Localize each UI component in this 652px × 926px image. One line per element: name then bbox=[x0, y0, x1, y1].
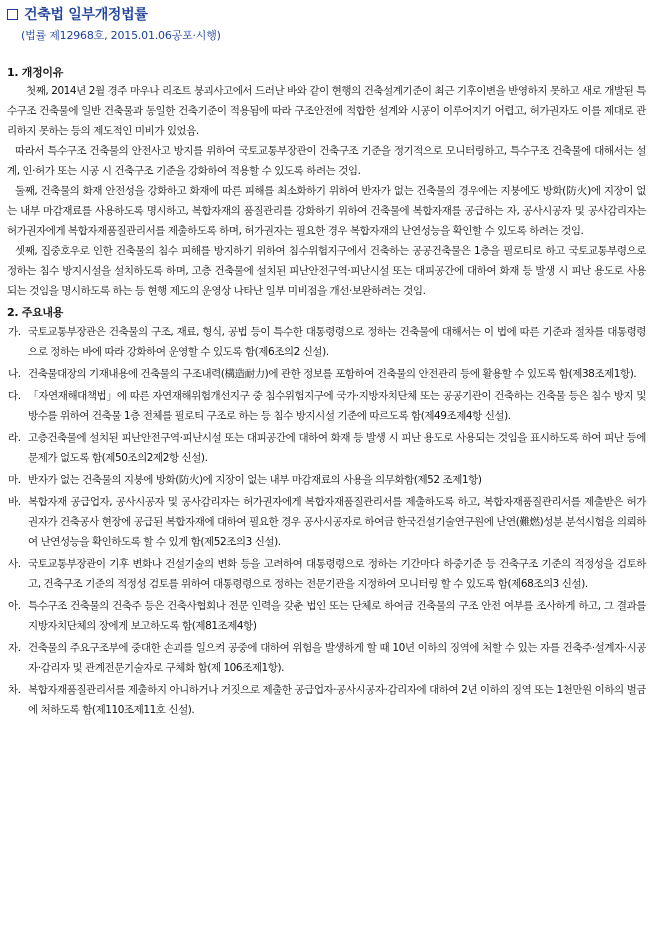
reason-paragraph: 셋째, 집중호우로 인한 건축물의 침수 피해를 방지하기 위하여 침수위험지구에서 건축하는 공공건축물은 1층을 필로티로 하고 국토교통부령으로 정하는 침수 방지시설을 설치하도록 하며, 고층 건축물에 설치된 피난안전구역·피난시설 또는 대피공간에 대하여 화재 등 발생 시 피난 용도로 사용되는 것임을 명시하도록 하는 등 현행 제도의 운영상 나타난 일부 미비점을 개선·보완하려는 것임. bbox=[7, 245, 646, 297]
list-item bbox=[7, 470, 646, 490]
item-marker: 다. bbox=[8, 390, 21, 402]
item-text: 국토교통부장관이 기후 변화나 건설기술의 변화 등을 고려하여 대통령령으로 정하는 기간마다 하중기준 등 건축구조 기준의 적정성을 검토하고, 건축구조 기준의 적정성 검토를 위하여 대통령령으로 정하는 전문기관을 지정하여 모니터링 할 수 있도록 함(제68조의3 신설). bbox=[28, 558, 646, 590]
section-heading-contents: 2. 주요내용 bbox=[7, 306, 64, 319]
section-heading-reason: 1. 개정이유 bbox=[7, 66, 64, 79]
item-text: 특수구조 건축물의 건축주 등은 건축사협회나 전문 인력을 갖춘 법인 또는 단체로 하여금 건축물의 구조 안전 여부를 조사하게 하고, 그 결과를 지방자치단체의 장에게 보고하도록 함(제81조제4항) bbox=[28, 600, 646, 632]
item-text: 건축물의 주요구조부에 중대한 손괴를 일으켜 공중에 대하여 위험을 발생하게 할 때 10년 이하의 징역에 처할 수 있는 자를 건축주·설계자·시공자·감리자 및 관계전문기술자로 구체화 함(제 106조제1항). bbox=[28, 642, 646, 674]
title-row bbox=[7, 4, 646, 24]
list-item bbox=[7, 322, 646, 362]
item-text: 고층건축물에 설치된 피난안전구역·피난시설 또는 대피공간에 대하여 화재 등 발생 시 피난 용도로 사용되는 것임을 표시하도록 하여 피난 등에 문제가 없도록 함(제50조의2제2항 신설). bbox=[28, 432, 646, 464]
item-marker: 차. bbox=[8, 684, 21, 696]
list-item bbox=[7, 680, 646, 720]
item-text: 국토교통부장관은 건축물의 구조, 재료, 형식, 공법 등이 특수한 대통령령으로 정하는 건축물에 대해서는 이 법에 따른 기준과 절차를 대통령령으로 정하는 바에 따라 강화하여 운영할 수 있도록 함(제6조의2 신설). bbox=[28, 326, 646, 358]
list-item bbox=[7, 554, 646, 594]
reason-paragraph: 둘째, 건축물의 화재 안전성을 강화하고 화재에 따른 피해를 최소화하기 위하여 반자가 없는 건축물의 경우에는 지붕에도 방화(防火)에 지장이 없는 내부 마감재료를 사용하도록 명시하고, 복합자재의 품질관리를 강화하기 위하여 건축물에 복합자재를 공급하는 자, 공사시공자 및 공사감리자는 허가권자에게 복합자재품질관리서를 제출하도록 하며, 허가권자는 필요한 경우 복합자재의 난연성능을 확인할 수 있도록 하려는 것임. bbox=[7, 185, 646, 237]
item-marker: 가. bbox=[8, 326, 21, 338]
item-marker: 라. bbox=[8, 432, 21, 444]
page-title: 건축법 일부개정법률 bbox=[24, 7, 148, 23]
item-marker: 사. bbox=[8, 558, 21, 570]
item-text: 건축물대장의 기재내용에 건축물의 구조내력(構造耐力)에 관한 정보를 포함하여 건축물의 안전관리 등에 활용할 수 있도록 함(제38조제1항). bbox=[28, 368, 637, 380]
item-text: 「자연재해대책법」에 따른 자연재해위험개선지구 중 침수위험지구에 국가·지방자치단체 또는 공공기관이 건축하는 건축물 등은 침수 방지 및 방수를 위하여 건축물 1층 전체를 필로티 구조로 하는 등 침수 방지시설 기준에 따르도록 함(제49조제4항 신설). bbox=[28, 390, 646, 422]
item-marker: 마. bbox=[8, 474, 21, 486]
item-marker: 아. bbox=[8, 600, 21, 612]
list-item bbox=[7, 428, 646, 468]
item-marker: 자. bbox=[8, 642, 21, 654]
list-item bbox=[7, 386, 646, 426]
item-text: 복합자재품질관리서를 제출하지 아니하거나 거짓으로 제출한 공급업자·공사시공자·감리자에 대하여 2년 이하의 징역 또는 1천만원 이하의 벌금에 처하도록 함(제110조제11호 신설). bbox=[28, 684, 646, 716]
contents-list bbox=[7, 322, 646, 720]
checkbox-icon bbox=[7, 9, 18, 20]
law-number: (법률 제12968호, 2015.01.06공포·시행) bbox=[21, 29, 221, 42]
item-marker: 바. bbox=[8, 496, 21, 508]
item-marker: 나. bbox=[8, 368, 21, 380]
reason-paragraph: 따라서 특수구조 건축물의 안전사고 방지를 위하여 국토교통부장관이 건축구조 기준을 정기적으로 모니터링하고, 특수구조 건축물에 대해서는 설계, 인·허가 또는 시공 시 건축구조 기준을 강화하여 적용할 수 있도록 하려는 것임. bbox=[7, 145, 646, 177]
list-item bbox=[7, 492, 646, 552]
item-text: 반자가 없는 건축물의 지붕에 방화(防火)에 지장이 없는 내부 마감재료의 사용을 의무화함(제52 조제1항) bbox=[28, 474, 482, 486]
list-item bbox=[7, 638, 646, 678]
item-text: 복합자재 공급업자, 공사시공자 및 공사감리자는 허가권자에게 복합자재품질관리서를 제출하도록 하고, 복합자재품질관리서를 제출받은 허가권자가 건축공사 현장에 공급된 복합자재에 대하여 필요한 경우 공사시공자로 하여금 한국건설기술연구원에 난연(難燃)성분 분석시험을 의뢰하여 난연성능을 확인하도록 할 수 있게 함(제52조의3 신설). bbox=[28, 496, 646, 548]
reason-paragraph: 첫째, 2014년 2월 경주 마우나 리조트 붕괴사고에서 드러난 바와 같이 현행의 건축설계기준이 최근 기후이변을 반영하지 못하고 새로 개발된 특수구조 건축물에 일반 건축물과 동일한 건축기준이 적용됨에 따라 구조안전에 적합한 설계와 시공이 이루어지기 어렵고, 허가권자도 이를 제대로 관리하지 못하는 등의 제도적인 미비가 있었음. bbox=[7, 85, 646, 137]
document-page bbox=[0, 4, 652, 926]
list-item bbox=[7, 596, 646, 636]
list-item bbox=[7, 364, 646, 384]
